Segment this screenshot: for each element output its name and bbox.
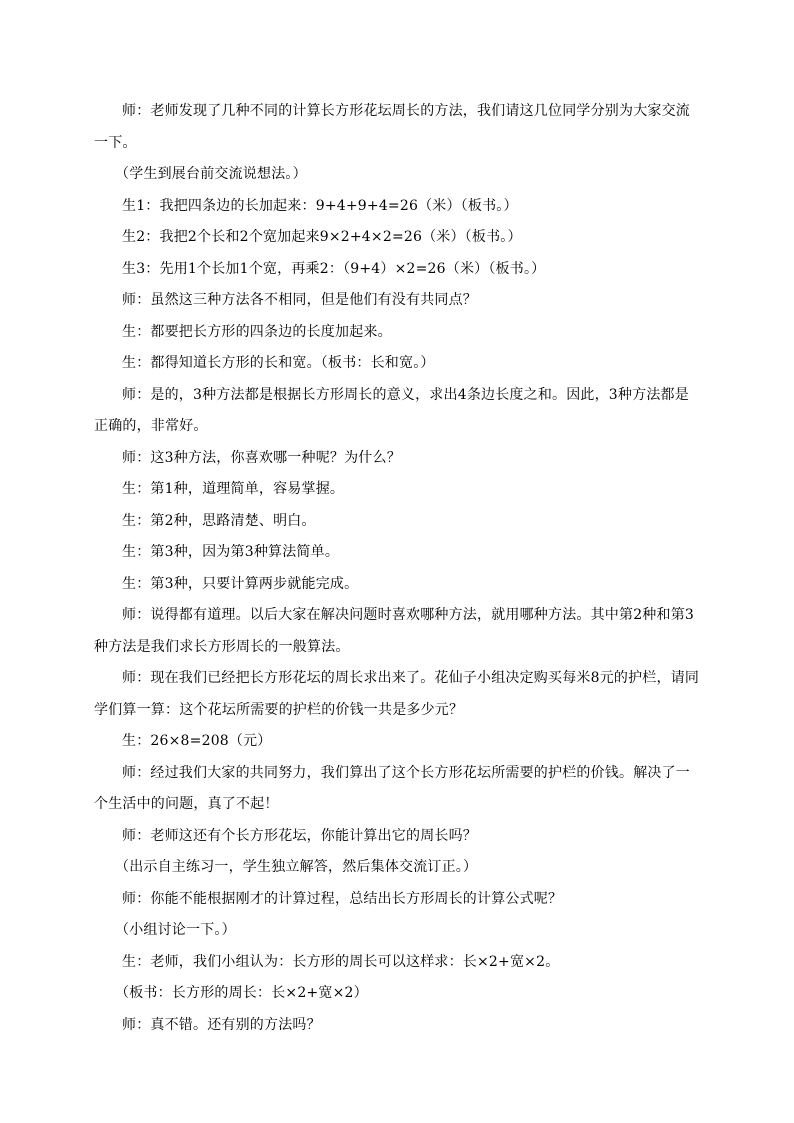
paragraph: 生：老师，我们小组认为：长方形的周长可以这样求：长×2+宽×2。 bbox=[122, 953, 560, 970]
paragraph: 师：你能不能根据刚才的计算过程，总结出长方形周长的计算公式呢？ bbox=[122, 890, 563, 907]
paragraph: 生：第3种，只要计算两步就能完成。 bbox=[122, 575, 359, 592]
paragraph: 生1：我把四条边的长加起来：9+4+9+4=26（米）（板书。） bbox=[122, 197, 518, 214]
paragraph: 师：虽然这三种方法各不相同，但是他们有没有共同点？ bbox=[122, 292, 477, 308]
paragraph: 生：第1种，道理简单，容易掌握。 bbox=[122, 481, 345, 497]
paragraph: 生：第3种，因为第3种算法简单。 bbox=[122, 544, 340, 560]
paragraph: 生3：先用1个长加1个宽，再乘2：（9+4）×2=26（米）（板书。） bbox=[122, 260, 546, 277]
paragraph: 师：老师发现了几种不同的计算长方形花坛周长的方法，我们请这几位同学分别为大家交流一下。 bbox=[94, 103, 690, 151]
paragraph: 生：都得知道长方形的长和宽。（板书：长和宽。） bbox=[122, 355, 435, 371]
paragraph: 师：真不错。还有别的方法吗？ bbox=[122, 1016, 321, 1033]
paragraph: 师：是的，3种方法都是根据长方形周长的意义，求出4条边长度之和。因此，3种方法都是正确的，非常好。 bbox=[94, 386, 689, 434]
paragraph: （板书：长方形的周长：长×2+宽×2） bbox=[115, 985, 368, 1001]
paragraph: 生：都要把长方形的四条边的长度加起来。 bbox=[122, 323, 392, 340]
paragraph: 生：第2种，思路清楚、明白。 bbox=[122, 512, 316, 529]
paragraph: 师：经过我们大家的共同努力，我们算出了这个长方形花坛所需要的护栏的价钱。解决了一个生活中的问题，真了不起！ bbox=[94, 764, 690, 812]
paragraph: （学生到展台前交流说想法。） bbox=[115, 166, 307, 182]
paragraph: 生：26×8=208（元） bbox=[122, 733, 272, 749]
paragraph: 师：现在我们已经把长方形花坛的周长求出来了。花仙子小组决定购买每米8元的护栏，请同学们算一算：这个花坛所需要的护栏的价钱一共是多少元？ bbox=[94, 670, 700, 718]
paragraph: （出示自主练习一，学生独立解答，然后集体交流订正。） bbox=[115, 859, 478, 875]
paragraph: 师：这3种方法，你喜欢哪一种呢？为什么？ bbox=[122, 449, 401, 466]
paragraph: （小组讨论一下。） bbox=[115, 922, 236, 938]
paragraph: 生2：我把2个长和2个宽加起来9×2+4×2=26（米）（板书。） bbox=[122, 229, 522, 245]
paragraph: 师：说得都有道理。以后大家在解决问题时喜欢哪种方法，就用哪种方法。其中第2种和第3种方法是我们求长方形周长的一般算法。 bbox=[94, 607, 695, 655]
paragraph: 师：老师这还有个长方形花坛，你能计算出它的周长吗？ bbox=[122, 827, 477, 844]
document-body bbox=[94, 96, 702, 1041]
